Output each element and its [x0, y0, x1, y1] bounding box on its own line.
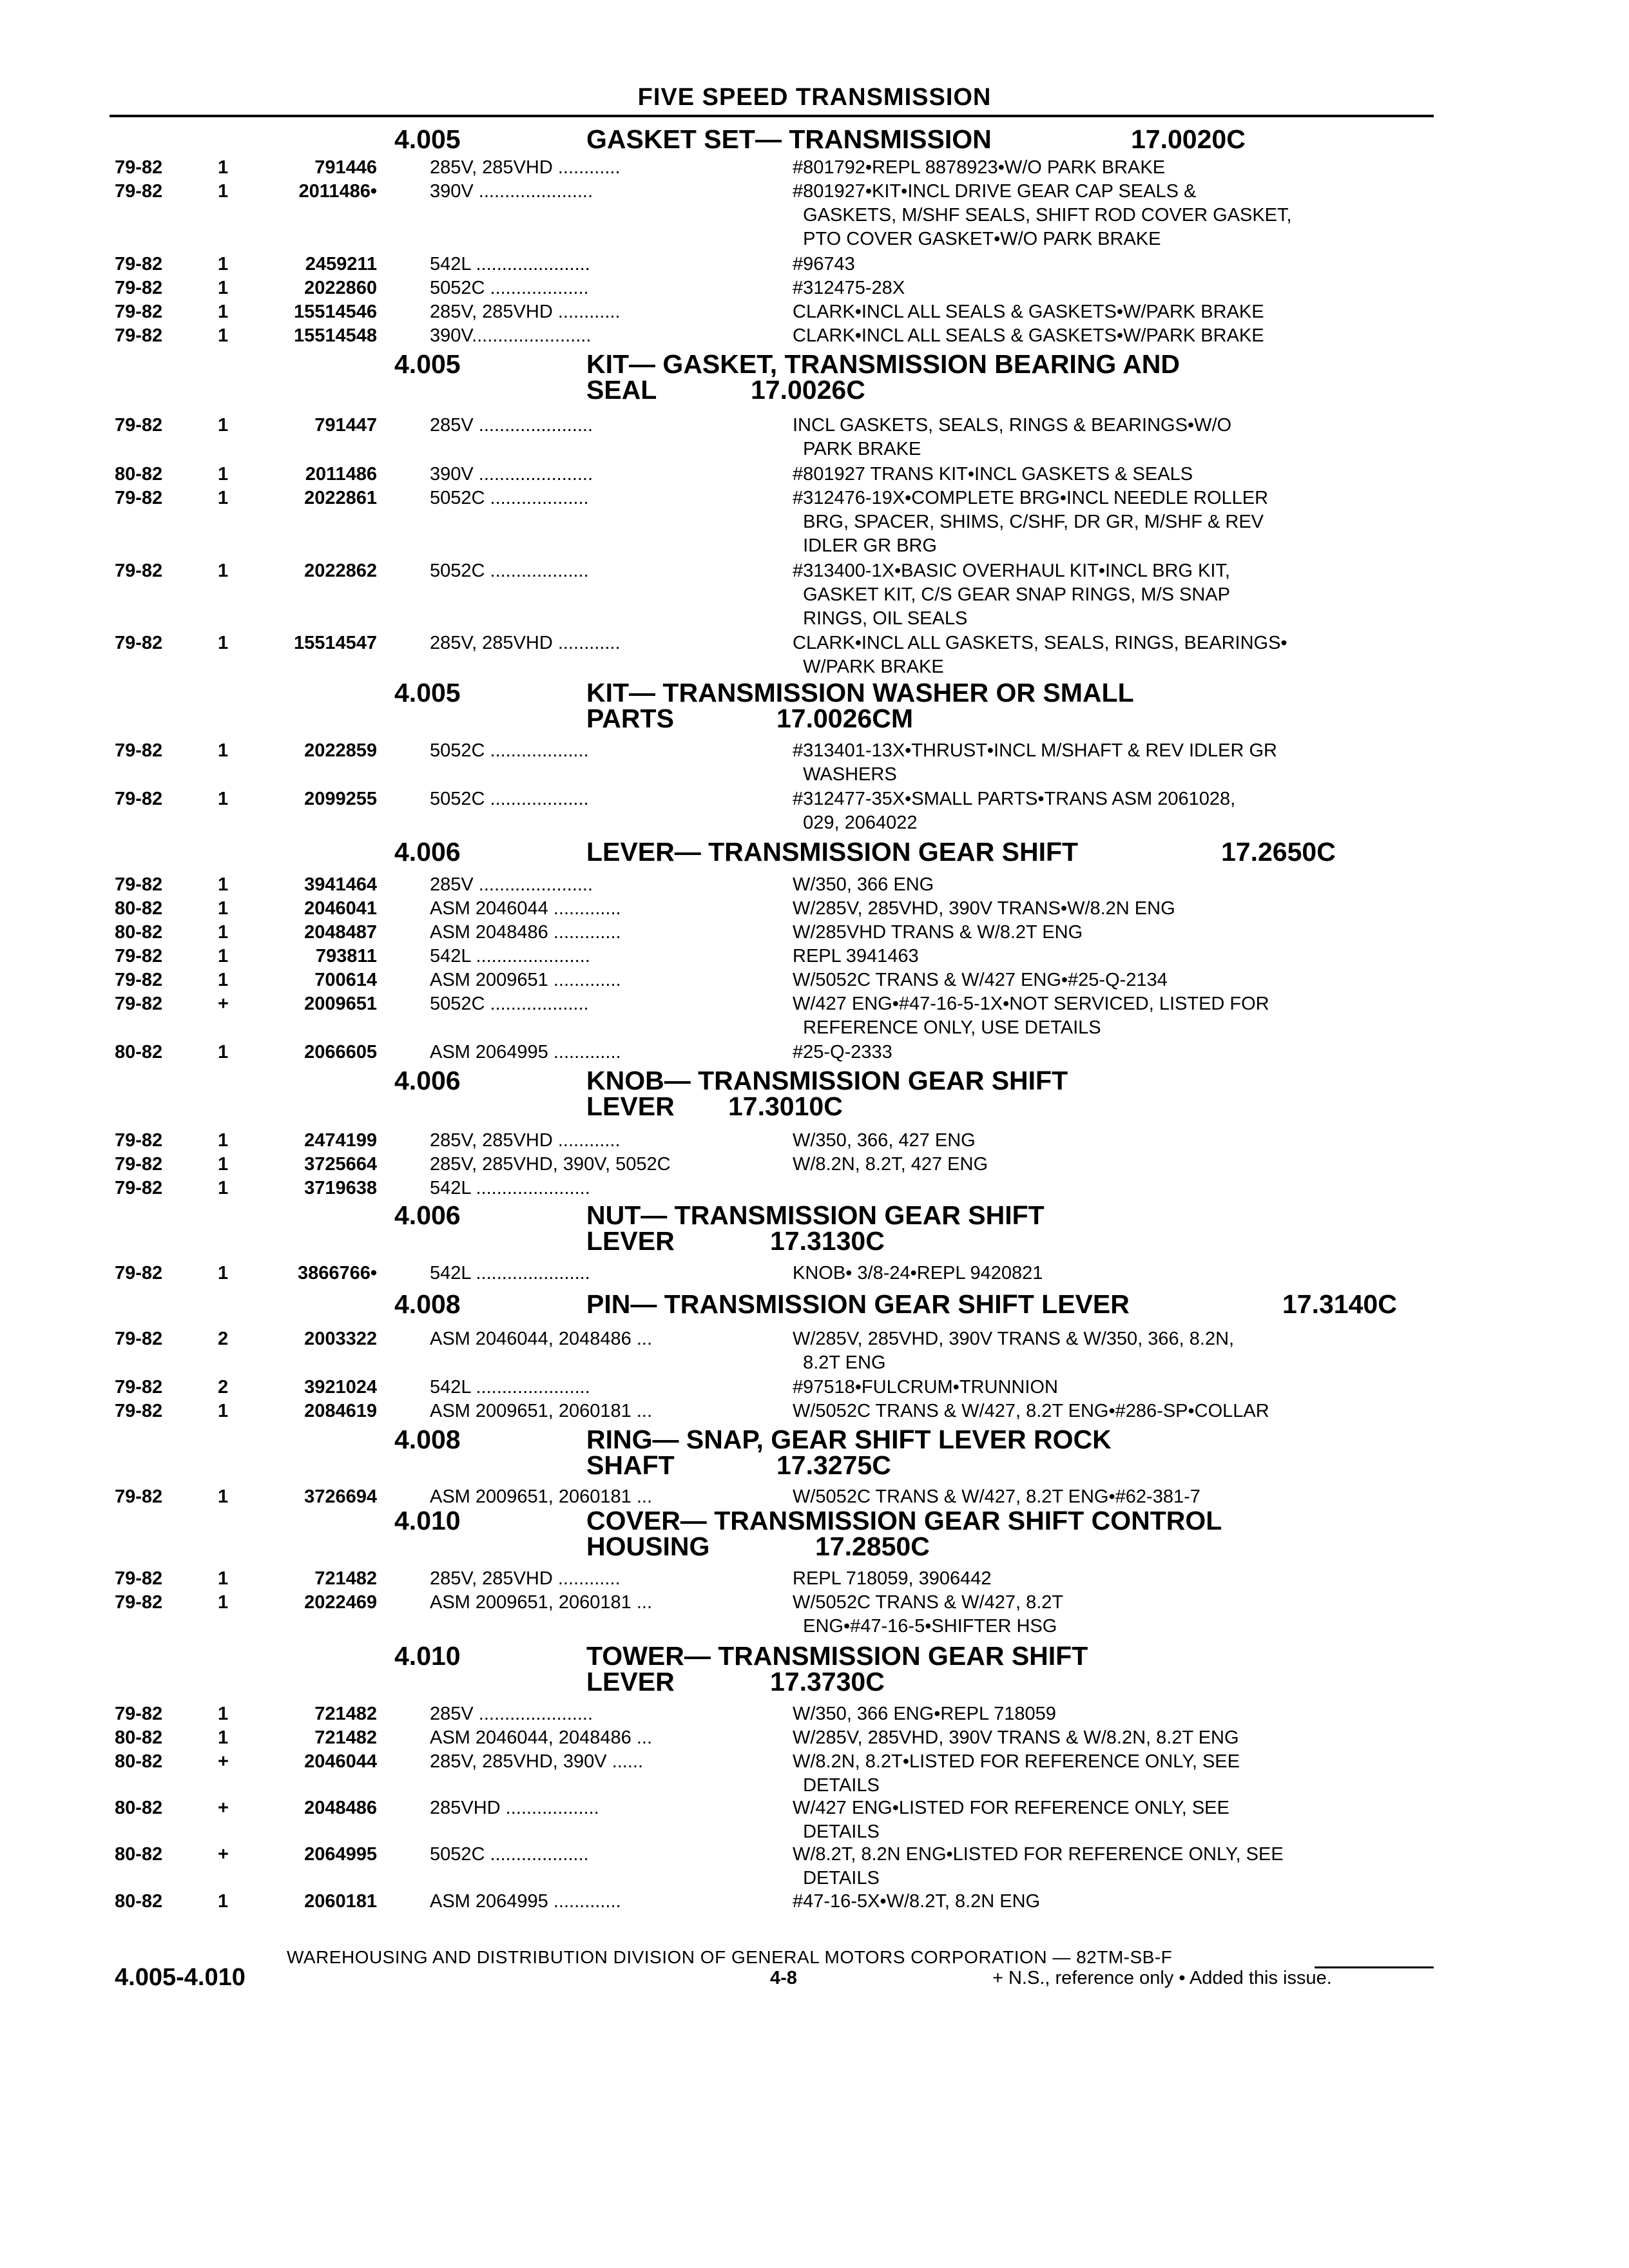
- part-year: 79-82: [115, 994, 163, 1014]
- part-year: 79-82: [115, 1154, 163, 1175]
- part-year: 79-82: [115, 415, 163, 436]
- part-year: 80-82: [115, 1798, 163, 1818]
- part-model: ASM 2009651, 2060181 ...: [430, 1592, 653, 1613]
- part-quantity: 1: [218, 970, 229, 990]
- part-number: 2009651: [304, 994, 377, 1014]
- part-quantity: 1: [218, 181, 229, 202]
- part-row: [0, 180, 1629, 251]
- part-quantity: 1: [218, 922, 229, 943]
- part-quantity: 1: [218, 1592, 229, 1613]
- part-quantity: 2: [218, 1329, 229, 1349]
- part-number: 3719638: [304, 1178, 377, 1198]
- part-model: 285V ......................: [430, 874, 593, 895]
- part-quantity: 1: [218, 415, 229, 436]
- section-number: 4.006: [394, 1066, 461, 1095]
- part-description: #801927•KIT•INCL DRIVE GEAR CAP SEALS & GASKETS, M/SHF SEALS, SHIFT ROD COVER GASKET, PTO COVER GASKET•W/O PARK BRAKE: [793, 181, 1292, 249]
- part-row: [0, 1750, 1629, 1798]
- part-description: W/350, 366 ENG: [793, 874, 934, 895]
- part-number: 2022862: [304, 561, 377, 581]
- part-year: 79-82: [115, 1486, 163, 1507]
- part-quantity: 1: [218, 1178, 229, 1198]
- footer-legend: + N.S., reference only • Added this issue.: [992, 1968, 1332, 1988]
- part-model: 285V, 285VHD ............: [430, 157, 621, 178]
- section-header: [0, 126, 1629, 152]
- part-row: [0, 559, 1629, 631]
- part-quantity: 1: [218, 740, 229, 761]
- part-quantity: 1: [218, 278, 229, 298]
- part-year: 79-82: [115, 946, 163, 966]
- section-code: 17.0026C: [751, 375, 865, 405]
- part-quantity: 1: [218, 488, 229, 508]
- section-number: 4.005: [394, 349, 461, 379]
- part-model: 285V ......................: [430, 1704, 593, 1724]
- part-number: 2046044: [304, 1751, 377, 1772]
- part-description: #312476-19X•COMPLETE BRG•INCL NEEDLE ROLLER BRG, SPACER, SHIMS, C/SHF, DR GR, M/SHF & REV IDLER GR BRG: [793, 488, 1269, 556]
- part-model: 285V, 285VHD ............: [430, 1130, 621, 1151]
- section-name: COVER— TRANSMISSION GEAR SHIFT CONTROL: [586, 1506, 1222, 1535]
- part-model: 285VHD ..................: [430, 1798, 599, 1818]
- part-model: ASM 2009651, 2060181 ...: [430, 1401, 653, 1421]
- part-quantity: 1: [218, 1891, 229, 1912]
- section-header: [0, 1508, 1629, 1559]
- section-name-continued: LEVER: [586, 1667, 675, 1696]
- part-model: 390V ......................: [430, 464, 593, 485]
- section-number: 4.008: [394, 1425, 461, 1454]
- part-description: W/8.2T, 8.2N ENG•LISTED FOR REFERENCE ONLY, SEE DETAILS: [793, 1844, 1284, 1888]
- footer-division: WAREHOUSING AND DISTRIBUTION DIVISION OF GENERAL MOTORS CORPORATION — 82TM-SB-F: [287, 1947, 1173, 1967]
- part-description: W/8.2N, 8.2T, 427 ENG: [793, 1154, 988, 1175]
- page-number: 4-8: [770, 1968, 797, 1988]
- part-row: [0, 968, 1629, 992]
- part-model: ASM 2064995 .............: [430, 1891, 621, 1912]
- part-year: 79-82: [115, 1401, 163, 1421]
- part-quantity: +: [218, 1751, 229, 1772]
- section-number: 4.005: [394, 124, 461, 154]
- part-quantity: 1: [218, 325, 229, 346]
- part-row: [0, 1796, 1629, 1844]
- part-model: ASM 2009651, 2060181 ...: [430, 1486, 653, 1507]
- part-number: 2022859: [304, 740, 377, 761]
- part-row: [0, 787, 1629, 835]
- part-number: 793811: [315, 946, 377, 966]
- part-row: [0, 1327, 1629, 1375]
- page-title: FIVE SPEED TRANSMISSION: [637, 84, 992, 111]
- part-description: W/427 ENG•#47-16-5-1X•NOT SERVICED, LISTED FOR REFERENCE ONLY, USE DETAILS: [793, 994, 1269, 1038]
- part-model: 390V ......................: [430, 181, 593, 202]
- part-number: 15514547: [293, 633, 377, 653]
- part-quantity: 1: [218, 561, 229, 581]
- part-year: 80-82: [115, 464, 163, 485]
- part-year: 80-82: [115, 1844, 163, 1865]
- section-name: PIN— TRANSMISSION GEAR SHIFT LEVER: [586, 1289, 1130, 1319]
- section-name: RING— SNAP, GEAR SHIFT LEVER ROCK: [586, 1425, 1112, 1454]
- part-year: 80-82: [115, 922, 163, 943]
- part-description: W/285V, 285VHD, 390V TRANS•W/8.2N ENG: [793, 898, 1175, 919]
- part-quantity: 1: [218, 633, 229, 653]
- section-name: LEVER— TRANSMISSION GEAR SHIFT: [586, 837, 1079, 867]
- part-model: 285V, 285VHD ............: [430, 633, 621, 653]
- part-model: ASM 2064995 .............: [430, 1042, 621, 1062]
- part-model: 5052C ...................: [430, 488, 589, 508]
- part-model: 542L ......................: [430, 1377, 590, 1398]
- part-row: [0, 156, 1629, 180]
- part-number: 2046041: [304, 898, 377, 919]
- section-name-continued: LEVER: [586, 1091, 675, 1121]
- part-number: 15514546: [293, 302, 377, 322]
- part-number: 791446: [314, 157, 377, 178]
- part-row: [0, 1702, 1629, 1726]
- part-quantity: 1: [218, 874, 229, 895]
- part-year: 79-82: [115, 1704, 163, 1724]
- section-code: 17.2850C: [815, 1532, 930, 1561]
- part-description: W/8.2N, 8.2T•LISTED FOR REFERENCE ONLY, SEE DETAILS: [793, 1751, 1240, 1796]
- part-quantity: 1: [218, 1154, 229, 1175]
- part-model: ASM 2046044, 2048486 ...: [430, 1329, 653, 1349]
- part-row: [0, 1591, 1629, 1639]
- part-model: 542L ......................: [430, 1178, 590, 1198]
- part-model: 5052C ...................: [430, 994, 589, 1014]
- part-number: 2474199: [304, 1130, 377, 1151]
- part-description: #313401-13X•THRUST•INCL M/SHAFT & REV IDLER GR WASHERS: [793, 740, 1277, 785]
- section-number: 4.010: [394, 1506, 461, 1535]
- part-quantity: 1: [218, 1568, 229, 1589]
- part-description: W/350, 366 ENG•REPL 718059: [793, 1704, 1056, 1724]
- part-quantity: 1: [218, 464, 229, 485]
- part-number: 700614: [314, 970, 377, 990]
- part-description: #47-16-5X•W/8.2T, 8.2N ENG: [793, 1891, 1041, 1912]
- section-name: TOWER— TRANSMISSION GEAR SHIFT: [586, 1641, 1088, 1671]
- section-header: [0, 1427, 1629, 1478]
- part-year: 80-82: [115, 1727, 163, 1748]
- part-row: [0, 1843, 1629, 1890]
- section-header: [0, 1068, 1629, 1119]
- part-model: 285V, 285VHD, 390V ......: [430, 1751, 644, 1772]
- footer-rule: [1315, 1966, 1434, 1968]
- part-description: REPL 3941463: [793, 946, 919, 966]
- part-year: 79-82: [115, 789, 163, 809]
- part-row: [0, 1890, 1629, 1914]
- part-description: #801927 TRANS KIT•INCL GASKETS & SEALS: [793, 464, 1193, 485]
- section-name: KNOB— TRANSMISSION GEAR SHIFT: [586, 1066, 1068, 1095]
- part-description: W/5052C TRANS & W/427, 8.2T ENG•#286-SP•COLLAR: [793, 1401, 1269, 1421]
- part-row: [0, 414, 1629, 461]
- part-model: ASM 2009651 .............: [430, 970, 621, 990]
- part-number: 2084619: [304, 1401, 377, 1421]
- part-row: [0, 992, 1629, 1040]
- section-code: 17.0020C: [1131, 124, 1246, 154]
- part-description: CLARK•INCL ALL SEALS & GASKETS•W/PARK BRAKE: [793, 325, 1264, 346]
- part-year: 79-82: [115, 488, 163, 508]
- part-quantity: 1: [218, 302, 229, 322]
- section-code: 17.3140C: [1282, 1289, 1397, 1319]
- part-model: ASM 2046044, 2048486 ...: [430, 1727, 653, 1748]
- part-description: W/285VHD TRANS & W/8.2T ENG: [793, 922, 1083, 943]
- section-code: 17.2650C: [1221, 837, 1336, 867]
- part-number: 721482: [314, 1727, 377, 1748]
- part-year: 79-82: [115, 970, 163, 990]
- section-code: 17.0026CM: [776, 704, 913, 733]
- part-description: #312475-28X: [793, 278, 905, 298]
- part-quantity: 1: [218, 898, 229, 919]
- part-number: 3726694: [304, 1486, 377, 1507]
- part-description: #312477-35X•SMALL PARTS•TRANS ASM 2061028, 029, 2064022: [793, 789, 1236, 833]
- part-quantity: 1: [218, 1727, 229, 1748]
- part-year: 80-82: [115, 898, 163, 919]
- section-number: 4.008: [394, 1289, 461, 1319]
- part-row: [0, 921, 1629, 945]
- part-model: ASM 2046044 .............: [430, 898, 621, 919]
- section-code: 17.3010C: [728, 1091, 843, 1121]
- part-model: 390V.......................: [430, 325, 592, 346]
- part-quantity: 1: [218, 1042, 229, 1062]
- part-number: 3725664: [304, 1154, 377, 1175]
- part-year: 79-82: [115, 874, 163, 895]
- part-description: W/427 ENG•LISTED FOR REFERENCE ONLY, SEE DETAILS: [793, 1798, 1229, 1842]
- part-description: W/5052C TRANS & W/427, 8.2T ENG•#47-16-5•SHIFTER HSG: [793, 1592, 1064, 1637]
- part-description: CLARK•INCL ALL SEALS & GASKETS•W/PARK BRAKE: [793, 302, 1264, 322]
- part-year: 79-82: [115, 254, 163, 274]
- part-quantity: +: [218, 1798, 229, 1818]
- part-number: 2066605: [304, 1042, 377, 1062]
- section-code: 17.3730C: [770, 1667, 885, 1696]
- part-model: 285V, 285VHD ............: [430, 1568, 621, 1589]
- section-header: [0, 1643, 1629, 1695]
- part-number: 2048487: [304, 922, 377, 943]
- section-header: [0, 351, 1629, 403]
- part-model: 5052C ...................: [430, 278, 589, 298]
- part-row: [0, 300, 1629, 324]
- part-model: 542L ......................: [430, 1263, 590, 1283]
- part-row: [0, 897, 1629, 921]
- part-number: 791447: [314, 415, 377, 436]
- part-year: 79-82: [115, 561, 163, 581]
- part-model: 5052C ...................: [430, 561, 589, 581]
- part-quantity: 1: [218, 157, 229, 178]
- part-year: 79-82: [115, 1263, 163, 1283]
- part-row: [0, 739, 1629, 787]
- part-number: 3866766•: [297, 1263, 377, 1283]
- part-year: 79-82: [115, 1329, 163, 1349]
- part-row: [0, 631, 1629, 679]
- part-model: 542L ......................: [430, 946, 590, 966]
- part-quantity: 1: [218, 1130, 229, 1151]
- part-quantity: 1: [218, 254, 229, 274]
- part-year: 79-82: [115, 1178, 163, 1198]
- part-quantity: 1: [218, 1486, 229, 1507]
- section-number: 4.005: [394, 678, 461, 707]
- part-model: 285V, 285VHD ............: [430, 302, 621, 322]
- part-model: 542L ......................: [430, 254, 590, 274]
- part-number: 15514548: [293, 325, 377, 346]
- part-description: #97518•FULCRUM•TRUNNION: [793, 1377, 1058, 1398]
- section-number: 4.010: [394, 1641, 461, 1671]
- part-row: [0, 1262, 1629, 1285]
- page-range: 4.005-4.010: [115, 1964, 246, 1991]
- part-number: 2011486: [305, 464, 377, 485]
- section-code: 17.3130C: [770, 1226, 885, 1256]
- part-number: 2459211: [305, 254, 377, 274]
- part-row: [0, 1041, 1629, 1064]
- part-row: [0, 1153, 1629, 1177]
- section-header: [0, 1291, 1629, 1317]
- part-description: #25-Q-2333: [793, 1042, 892, 1062]
- part-year: 79-82: [115, 181, 163, 202]
- part-quantity: 1: [218, 1401, 229, 1421]
- part-number: 721482: [314, 1568, 377, 1589]
- section-name: GASKET SET— TRANSMISSION: [586, 124, 992, 154]
- part-number: 2099255: [304, 789, 377, 809]
- part-year: 79-82: [115, 157, 163, 178]
- part-quantity: 1: [218, 946, 229, 966]
- section-name: KIT— TRANSMISSION WASHER OR SMALL: [586, 678, 1134, 707]
- part-row: [0, 945, 1629, 968]
- part-row: [0, 486, 1629, 558]
- part-description: INCL GASKETS, SEALS, RINGS & BEARINGS•W/O PARK BRAKE: [793, 415, 1232, 459]
- part-description: W/285V, 285VHD, 390V TRANS & W/8.2N, 8.2T ENG: [793, 1727, 1239, 1748]
- part-model: ASM 2048486 .............: [430, 922, 621, 943]
- part-number: 2060181: [304, 1891, 377, 1912]
- section-name: KIT— GASKET, TRANSMISSION BEARING AND: [586, 349, 1181, 379]
- part-row: [0, 253, 1629, 276]
- part-quantity: +: [218, 994, 229, 1014]
- part-quantity: +: [218, 1844, 229, 1865]
- part-number: 2022860: [304, 278, 377, 298]
- part-number: 2003322: [304, 1329, 377, 1349]
- part-year: 80-82: [115, 1042, 163, 1062]
- part-number: 2011486•: [298, 181, 377, 202]
- part-row: [0, 463, 1629, 486]
- section-number: 4.006: [394, 837, 461, 867]
- section-header: [0, 1202, 1629, 1254]
- part-number: 721482: [314, 1704, 377, 1724]
- part-model: 285V ......................: [430, 415, 593, 436]
- part-model: 5052C ...................: [430, 789, 589, 809]
- part-year: 79-82: [115, 302, 163, 322]
- part-row: [0, 1177, 1629, 1200]
- part-description: #96743: [793, 254, 855, 274]
- part-year: 79-82: [115, 633, 163, 653]
- part-number: 2022469: [304, 1592, 377, 1613]
- section-number: 4.006: [394, 1200, 461, 1230]
- section-name-continued: LEVER: [586, 1226, 675, 1256]
- part-description: REPL 718059, 3906442: [793, 1568, 992, 1589]
- part-number: 3941464: [304, 874, 377, 895]
- header-rule: [110, 115, 1434, 117]
- part-description: W/5052C TRANS & W/427, 8.2T ENG•#62-381-7: [793, 1486, 1200, 1507]
- part-description: W/350, 366, 427 ENG: [793, 1130, 976, 1151]
- part-quantity: 1: [218, 1263, 229, 1283]
- section-name: NUT— TRANSMISSION GEAR SHIFT: [586, 1200, 1045, 1230]
- section-header: [0, 680, 1629, 731]
- part-year: 79-82: [115, 1130, 163, 1151]
- part-row: [0, 873, 1629, 897]
- section-name-continued: SEAL: [586, 375, 657, 405]
- part-year: 80-82: [115, 1891, 163, 1912]
- part-year: 79-82: [115, 1568, 163, 1589]
- part-year: 79-82: [115, 1592, 163, 1613]
- section-code: 17.3275C: [776, 1450, 891, 1480]
- part-row: [0, 1567, 1629, 1591]
- part-row: [0, 1376, 1629, 1399]
- section-name-continued: HOUSING: [586, 1532, 710, 1561]
- part-year: 79-82: [115, 278, 163, 298]
- part-model: 5052C ...................: [430, 740, 589, 761]
- part-number: 2022861: [304, 488, 377, 508]
- part-row: [0, 1726, 1629, 1750]
- part-row: [0, 1399, 1629, 1423]
- part-model: 5052C ...................: [430, 1844, 589, 1865]
- part-quantity: 1: [218, 789, 229, 809]
- part-row: [0, 324, 1629, 348]
- part-year: 79-82: [115, 740, 163, 761]
- section-name-continued: PARTS: [586, 704, 674, 733]
- part-description: #313400-1X•BASIC OVERHAUL KIT•INCL BRG KIT, GASKET KIT, C/S GEAR SNAP RINGS, M/S SNAP RINGS, OIL SEALS: [793, 561, 1230, 629]
- section-header: [0, 839, 1629, 865]
- part-number: 2064995: [304, 1844, 377, 1865]
- part-year: 80-82: [115, 1751, 163, 1772]
- part-quantity: 2: [218, 1377, 229, 1398]
- part-description: KNOB• 3/8-24•REPL 9420821: [793, 1263, 1043, 1283]
- part-description: CLARK•INCL ALL GASKETS, SEALS, RINGS, BEARINGS• W/PARK BRAKE: [793, 633, 1287, 677]
- part-row: [0, 276, 1629, 300]
- part-year: 79-82: [115, 325, 163, 346]
- section-name-continued: SHAFT: [586, 1450, 675, 1480]
- part-number: 3921024: [304, 1377, 377, 1398]
- part-number: 2048486: [304, 1798, 377, 1818]
- part-year: 79-82: [115, 1377, 163, 1398]
- part-model: 285V, 285VHD, 390V, 5052C: [430, 1154, 671, 1175]
- part-description: W/285V, 285VHD, 390V TRANS & W/350, 366, 8.2N, 8.2T ENG: [793, 1329, 1235, 1373]
- part-row: [0, 1129, 1629, 1153]
- part-description: #801792•REPL 8878923•W/O PARK BRAKE: [793, 157, 1166, 178]
- part-description: W/5052C TRANS & W/427 ENG•#25-Q-2134: [793, 970, 1168, 990]
- part-quantity: 1: [218, 1704, 229, 1724]
